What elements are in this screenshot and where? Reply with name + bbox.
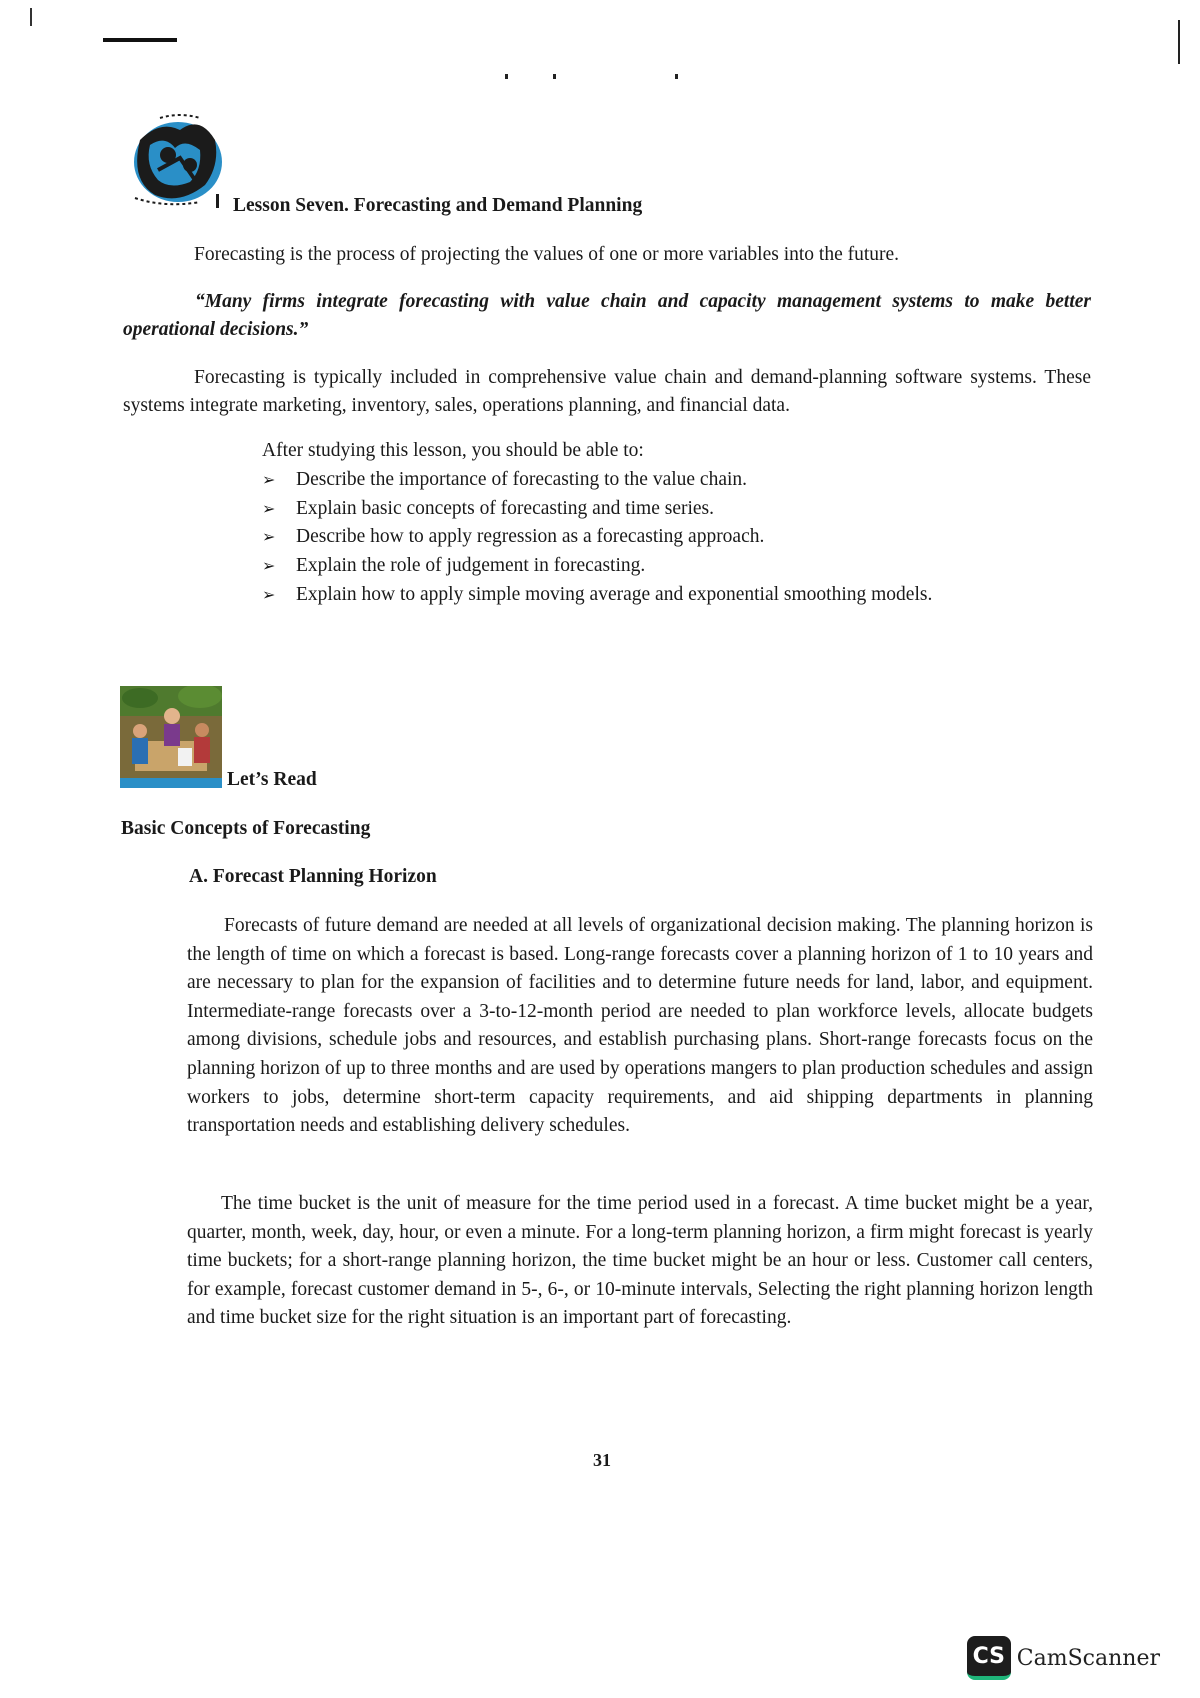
lesson-clipart-icon <box>120 110 230 210</box>
planning-horizon-paragraph: Forecasts of future demand are needed at all levels of organizational decision making. The planning horizon is the length of time on which a forecast is based. Long-range forecasts cover a planning horizon of 1 to 10 years and are necessary to plan for the expansion of facilities and to determine future needs for land, labor, and equipment. Intermediate-range forecasts over a 3-to-12-month period are needed to plan workforce levels, allocate budgets among divisions, schedule jobs and resources, and establish purchasing plans. Short-range forecasts focus on the planning horizon of up to three months and are used by operations mangers to plan production schedules and assign workers to jobs, determine short-term capacity requirements, and aid shipping departments in planning transportation needs and establishing delivery schedules. <box>187 915 1093 1137</box>
objectives-intro: After studying this lesson, you should be able to: <box>262 440 644 461</box>
objective-text: Describe the importance of forecasting to the value chain. <box>296 469 748 490</box>
arrowhead-bullet-icon: ➢ <box>262 527 276 547</box>
scan-dots <box>505 74 685 84</box>
list-item <box>262 466 1102 495</box>
page-number: 31 <box>593 1450 611 1470</box>
scan-artifact-mark <box>30 8 32 26</box>
arrowhead-bullet-icon: ➢ <box>262 556 276 576</box>
top-rule <box>103 38 177 42</box>
arrowhead-bullet-icon: ➢ <box>262 470 276 489</box>
subsection-title: A. Forecast Planning Horizon <box>189 866 437 887</box>
reading-clipart-icon <box>120 686 222 788</box>
arrowhead-bullet-icon: ➢ <box>262 584 276 604</box>
objective-text: Describe how to apply regression as a forecasting approach. <box>296 526 765 548</box>
lesson-quote: “Many firms integrate forecasting with value chain and capacity management systems to make better operational decisions.” <box>123 291 1091 340</box>
learning-objectives <box>262 437 1102 610</box>
list-item <box>262 523 1102 552</box>
list-item <box>262 552 1102 581</box>
objective-text: Explain how to apply simple moving average and exponential smoothing models. <box>296 583 933 605</box>
camscanner-watermark <box>967 1636 1160 1680</box>
lesson-title: Lesson Seven. Forecasting and Demand Planning <box>233 195 643 216</box>
forecasting-definition: Forecasting is the process of projecting the values of one or more variables into the future. <box>194 244 900 265</box>
camscanner-logo-icon: CS <box>967 1636 1011 1680</box>
camscanner-brand-text: CamScanner <box>1016 1645 1160 1671</box>
lets-read-heading: Let’s Read <box>227 769 317 790</box>
time-bucket-paragraph: The time bucket is the unit of measure for the time period used in a forecast. A time bucket might be a year, quarter, month, week, day, hour, or even a minute. For a long-term planning horizon, a firm might forecast is yearly time buckets; for a short-range planning horizon, the time bucket might be an hour or less. Customer call centers, for example, forecast customer demand in 5-, 6-, or 10-minute intervals, Selecting the right planning horizon length and time bucket size for the right situation is an important part of forecasting. <box>187 1193 1093 1329</box>
section-title: Basic Concepts of Forecasting <box>121 818 371 839</box>
objectives-list <box>262 466 1102 610</box>
list-item <box>262 581 1102 610</box>
software-paragraph: Forecasting is typically included in comprehensive value chain and demand-planning software systems. These systems integrate marketing, inventory, sales, operations planning, and financial data. <box>123 367 1091 416</box>
objective-text: Explain the role of judgement in forecasting. <box>296 555 646 577</box>
arrowhead-bullet-icon: ➢ <box>262 498 276 518</box>
objective-text: Explain basic concepts of forecasting and time series. <box>296 497 715 519</box>
edge-scan-mark <box>1178 20 1180 64</box>
list-item <box>262 495 1102 524</box>
